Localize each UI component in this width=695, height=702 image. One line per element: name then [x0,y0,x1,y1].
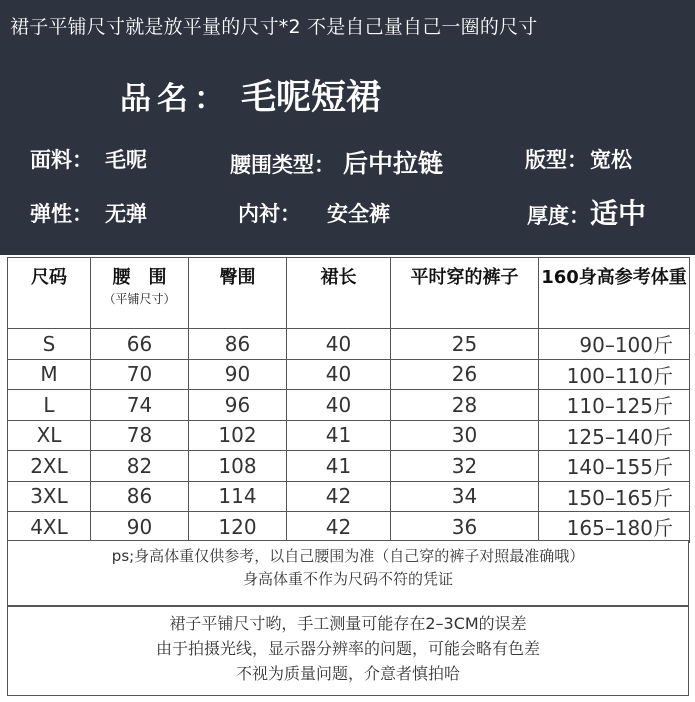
table-row [8,481,690,512]
spec-lining [238,198,390,228]
spec-fit [525,144,632,174]
cell-pants: 26 [391,359,539,390]
spec-value: 适中 [590,197,647,230]
reference-note [7,540,689,606]
table-row [8,329,690,360]
cell-length: 42 [287,481,391,512]
table-row [8,420,690,451]
cell-size: 2XL [8,451,91,482]
header-hip: 臀围 [189,258,287,329]
cell-waist: 82 [91,451,189,482]
product-name: 毛呢短裙 [241,78,382,118]
cell-waist: 66 [91,329,189,360]
cell-weight: 140–155斤 [539,451,690,482]
cell-pants: 34 [391,481,539,512]
cell-size: S [8,329,91,360]
table-row [8,390,690,421]
spec-thickness [527,192,646,232]
cell-size: 3XL [8,481,91,512]
cell-length: 42 [287,512,391,543]
cell-length: 40 [287,359,391,390]
spec-value: 宽松 [590,148,632,172]
note-line: 由于拍摄光线，显示器分辨率的问题，可能会略有色差 [155,639,540,658]
cell-hip: 114 [189,481,287,512]
spec-label: 内衬： [238,202,301,226]
header-band [0,0,695,255]
cell-size: 4XL [8,512,91,543]
spec-label: 面料： [30,148,93,172]
measurement-disclaimer [7,606,689,696]
cell-weight: 165–180斤 [539,512,690,543]
product-label: 品名： [120,81,231,117]
cell-length: 41 [287,420,391,451]
cell-hip: 120 [189,512,287,543]
header-waist-label: 腰 围 [112,267,167,288]
spec-elasticity [30,198,147,228]
spec-fabric [30,144,147,174]
spec-waist-type [230,144,443,180]
spec-value: 安全裤 [327,202,390,226]
spec-value: 后中拉链 [343,149,444,178]
size-table [7,257,690,543]
spec-value: 毛呢 [105,148,147,172]
cell-pants: 30 [391,420,539,451]
note-line: 身高体重不作为尺码不符的凭证 [242,570,453,588]
header-size: 尺码 [8,258,91,329]
cell-pants: 25 [391,329,539,360]
cell-hip: 96 [189,390,287,421]
cell-weight: 125–140斤 [539,420,690,451]
note-line: 裙子平铺尺寸哟，手工测量可能存在2–3CM的误差 [169,614,527,633]
cell-weight: 90–100斤 [539,329,690,360]
header-pants-size: 平时穿的裤子 [391,258,539,329]
cell-pants: 36 [391,512,539,543]
cell-hip: 102 [189,420,287,451]
header-waist-sub: （平铺尺寸） [103,292,176,306]
cell-length: 40 [287,390,391,421]
cell-length: 41 [287,451,391,482]
spec-label: 厚度： [527,204,590,228]
cell-waist: 70 [91,359,189,390]
spec-label: 版型： [525,148,588,172]
note-line: 不视为质量问题，介意者慎拍哈 [235,664,460,683]
cell-size: M [8,359,91,390]
table-row [8,451,690,482]
header-waist [91,258,189,329]
cell-waist: 74 [91,390,189,421]
note-line: ps;身高体重仅供参考，以自己腰围为准（自己穿的裤子对照最准确哦） [111,547,585,565]
cell-hip: 108 [189,451,287,482]
cell-waist: 78 [91,420,189,451]
cell-size: XL [8,420,91,451]
cell-hip: 90 [189,359,287,390]
table-row [8,512,690,543]
header-reference-weight: 160身高参考体重 [539,258,690,329]
cell-weight: 110–125斤 [539,390,690,421]
spec-value: 无弹 [105,202,147,226]
cell-size: L [8,390,91,421]
cell-weight: 100–110斤 [539,359,690,390]
cell-weight: 150–165斤 [539,481,690,512]
measurement-note: 裙子平铺尺寸就是放平量的尺寸*2 不是自己量自己一圈的尺寸 [10,16,538,38]
cell-pants: 32 [391,451,539,482]
spec-label: 腰围类型： [230,153,335,177]
product-name-row [120,70,381,120]
cell-hip: 86 [189,329,287,360]
spec-label: 弹性： [30,202,93,226]
cell-waist: 90 [91,512,189,543]
cell-length: 40 [287,329,391,360]
table-header-row [8,258,690,329]
cell-waist: 86 [91,481,189,512]
header-length: 裙长 [287,258,391,329]
cell-pants: 28 [391,390,539,421]
table-row [8,359,690,390]
